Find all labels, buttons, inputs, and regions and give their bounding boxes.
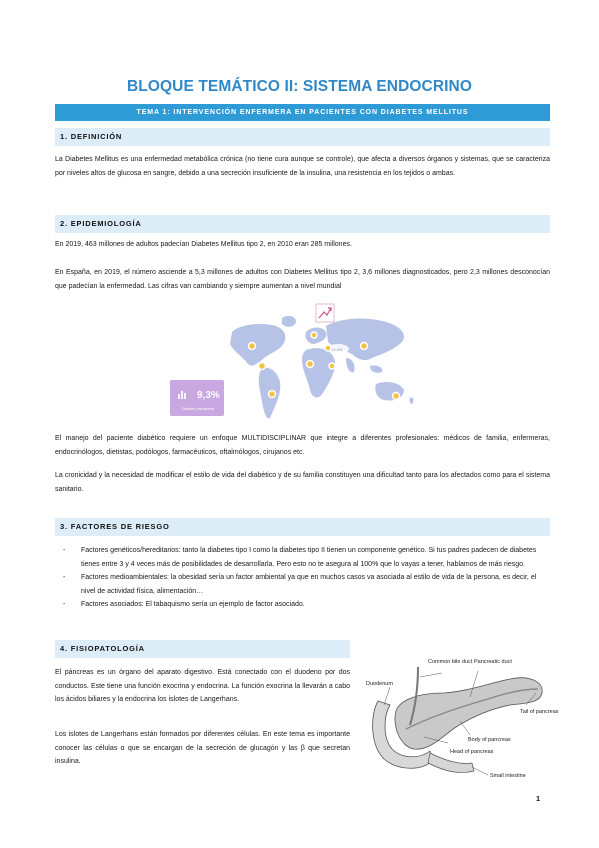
- fisiopatologia-paragraph-1: El páncreas es un órgano del aparato digestivo. Está conectado con el duodeno por dos conductos. Este tiene una función exocrina y endocrina. La función exocrina la llevarán a cabo los ácidos biliares y la endocrina los islotes de Langerhans.: [55, 669, 350, 703]
- label-common-bile-duct: Common bile duct: [428, 659, 473, 665]
- label-pancreatic-duct: Pancreatic duct: [474, 659, 512, 665]
- trend-up-icon: [316, 304, 334, 322]
- stat-value: 9,3%: [197, 390, 220, 401]
- world-map-continents: [230, 316, 413, 418]
- section-heading-definicion: 1. DEFINICIÓN: [55, 128, 550, 146]
- bullet-dash-icon: -: [63, 547, 66, 554]
- page-number: 1: [536, 794, 541, 803]
- marker-europe: [311, 332, 317, 338]
- marker-central-america: [259, 363, 266, 370]
- list-item-text: Factores asociados: El tabaquismo sería un ejemplo de factor asociado.: [81, 601, 305, 608]
- definicion-paragraph: La Diabetes Mellitus es una enfermedad metabólica crónica (no tiene cura aunque se controle), que afecta a diversos órganos y sistemas, que se caracteriza por niveles altos de glucosa en sangre, debido a una secreción insuficiente de la insulina, una resistencia en los tejidos o ambas.: [55, 156, 550, 177]
- world-diabetes-map-figure: [170, 302, 432, 430]
- risk-factor-list: [55, 544, 550, 612]
- section-heading-epidemiologia: 2. EPIDEMIOLOGÍA: [55, 215, 550, 233]
- bullet-dash-icon: -: [63, 574, 66, 581]
- epidemiologia-paragraph-2: En España, en 2019, el número asciende a 5,3 millones de adultos con Diabetes Mellitus tipo 2, 3,6 millones diagnosticados, pero 2,3 millones desconocían que padecían la enfermedad. Las cifras van cambiando y siempre aumentan a nivel mundial: [55, 269, 550, 290]
- topic-banner: TEMA 1: INTERVENCIÓN ENFERMERA EN PACIENTES CON DIABETES MELLITUS: [55, 104, 550, 121]
- marker-africa-east: [329, 363, 335, 369]
- page-title: BLOQUE TEMÁTICO II: SISTEMA ENDOCRINO: [127, 78, 472, 95]
- stat-caption: Diabetes prevalence: [182, 407, 214, 411]
- epidemiologia-paragraph-3: El manejo del paciente diabético requiere un enfoque MULTIDISCIPLINAR que integre a diferentes profesionales: médicos de familia, enfermeras, endocrinólogos, dietistas, podólogos, farmacéuticos, oftalmólogos, cirujanos etc.: [55, 435, 550, 456]
- marker-north-america: [249, 343, 256, 350]
- list-item: [55, 544, 550, 571]
- label-tail-of-pancreas: Tail of pancreas: [520, 709, 559, 715]
- section-heading-factores: 3. FACTORES DE RIESGO: [55, 518, 550, 536]
- marker-africa-west: [307, 361, 314, 368]
- fisiopatologia-paragraph-2: Los islotes de Langerhans están formados por diferentes células. En este tema es importante conocer las células α que se encargan de la secreción de glucagón y las β que secretan insulina.: [55, 731, 350, 765]
- label-body-of-pancreas: Body of pancreas: [468, 737, 511, 743]
- list-item: [55, 598, 550, 612]
- epidemiologia-paragraph-4: La cronicidad y la necesidad de modificar el estilo de vida del diabético y de su familia constituyen una dificultad tanto para los afectados como para el sistema sanitario.: [55, 472, 550, 493]
- marker-oceania: [393, 393, 400, 400]
- small-intestine-shape: [428, 753, 474, 773]
- list-item-text: Factores genéticos/hereditarios: tanto la diabetes tipo I como la diabetes tipo II tienen un componente genético. Si tus padres padecen de diabetes tienes entre 3 y 4 veces más de posibilidades de desarrollarla. Pero esto no te asegura al 100% que lo vayas a tener, hablamos de más riesgo.: [81, 547, 537, 568]
- marker-south-america: [269, 391, 276, 398]
- label-duodenum: Duodenum: [366, 681, 393, 687]
- label-small-intestine: Small intestine: [490, 773, 526, 779]
- section-heading-fisiopatologia: 4. FISIOPATOLOGÍA: [55, 640, 350, 658]
- marker-asia: [361, 343, 368, 350]
- list-item: [55, 571, 550, 598]
- epidemiologia-paragraph-1: En 2019, 463 millones de adultos padecían Diabetes Mellitus tipo 2, en 2010 eran 285 millones.: [55, 241, 352, 248]
- map-bubble-label: 13,9%: [331, 347, 343, 352]
- label-head-of-pancreas: Head of pancreas: [450, 749, 494, 755]
- marker-middle-east: [325, 345, 331, 351]
- bullet-dash-icon: -: [63, 601, 66, 608]
- list-item-text: Factores medioambientales: la obesidad sería un factor ambiental ya que en muchos casos va asociada al estilo de vida de la persona, es decir, el nivel de actividad física, alimentación…: [81, 574, 537, 595]
- pancreas-anatomy-figure: [360, 653, 559, 783]
